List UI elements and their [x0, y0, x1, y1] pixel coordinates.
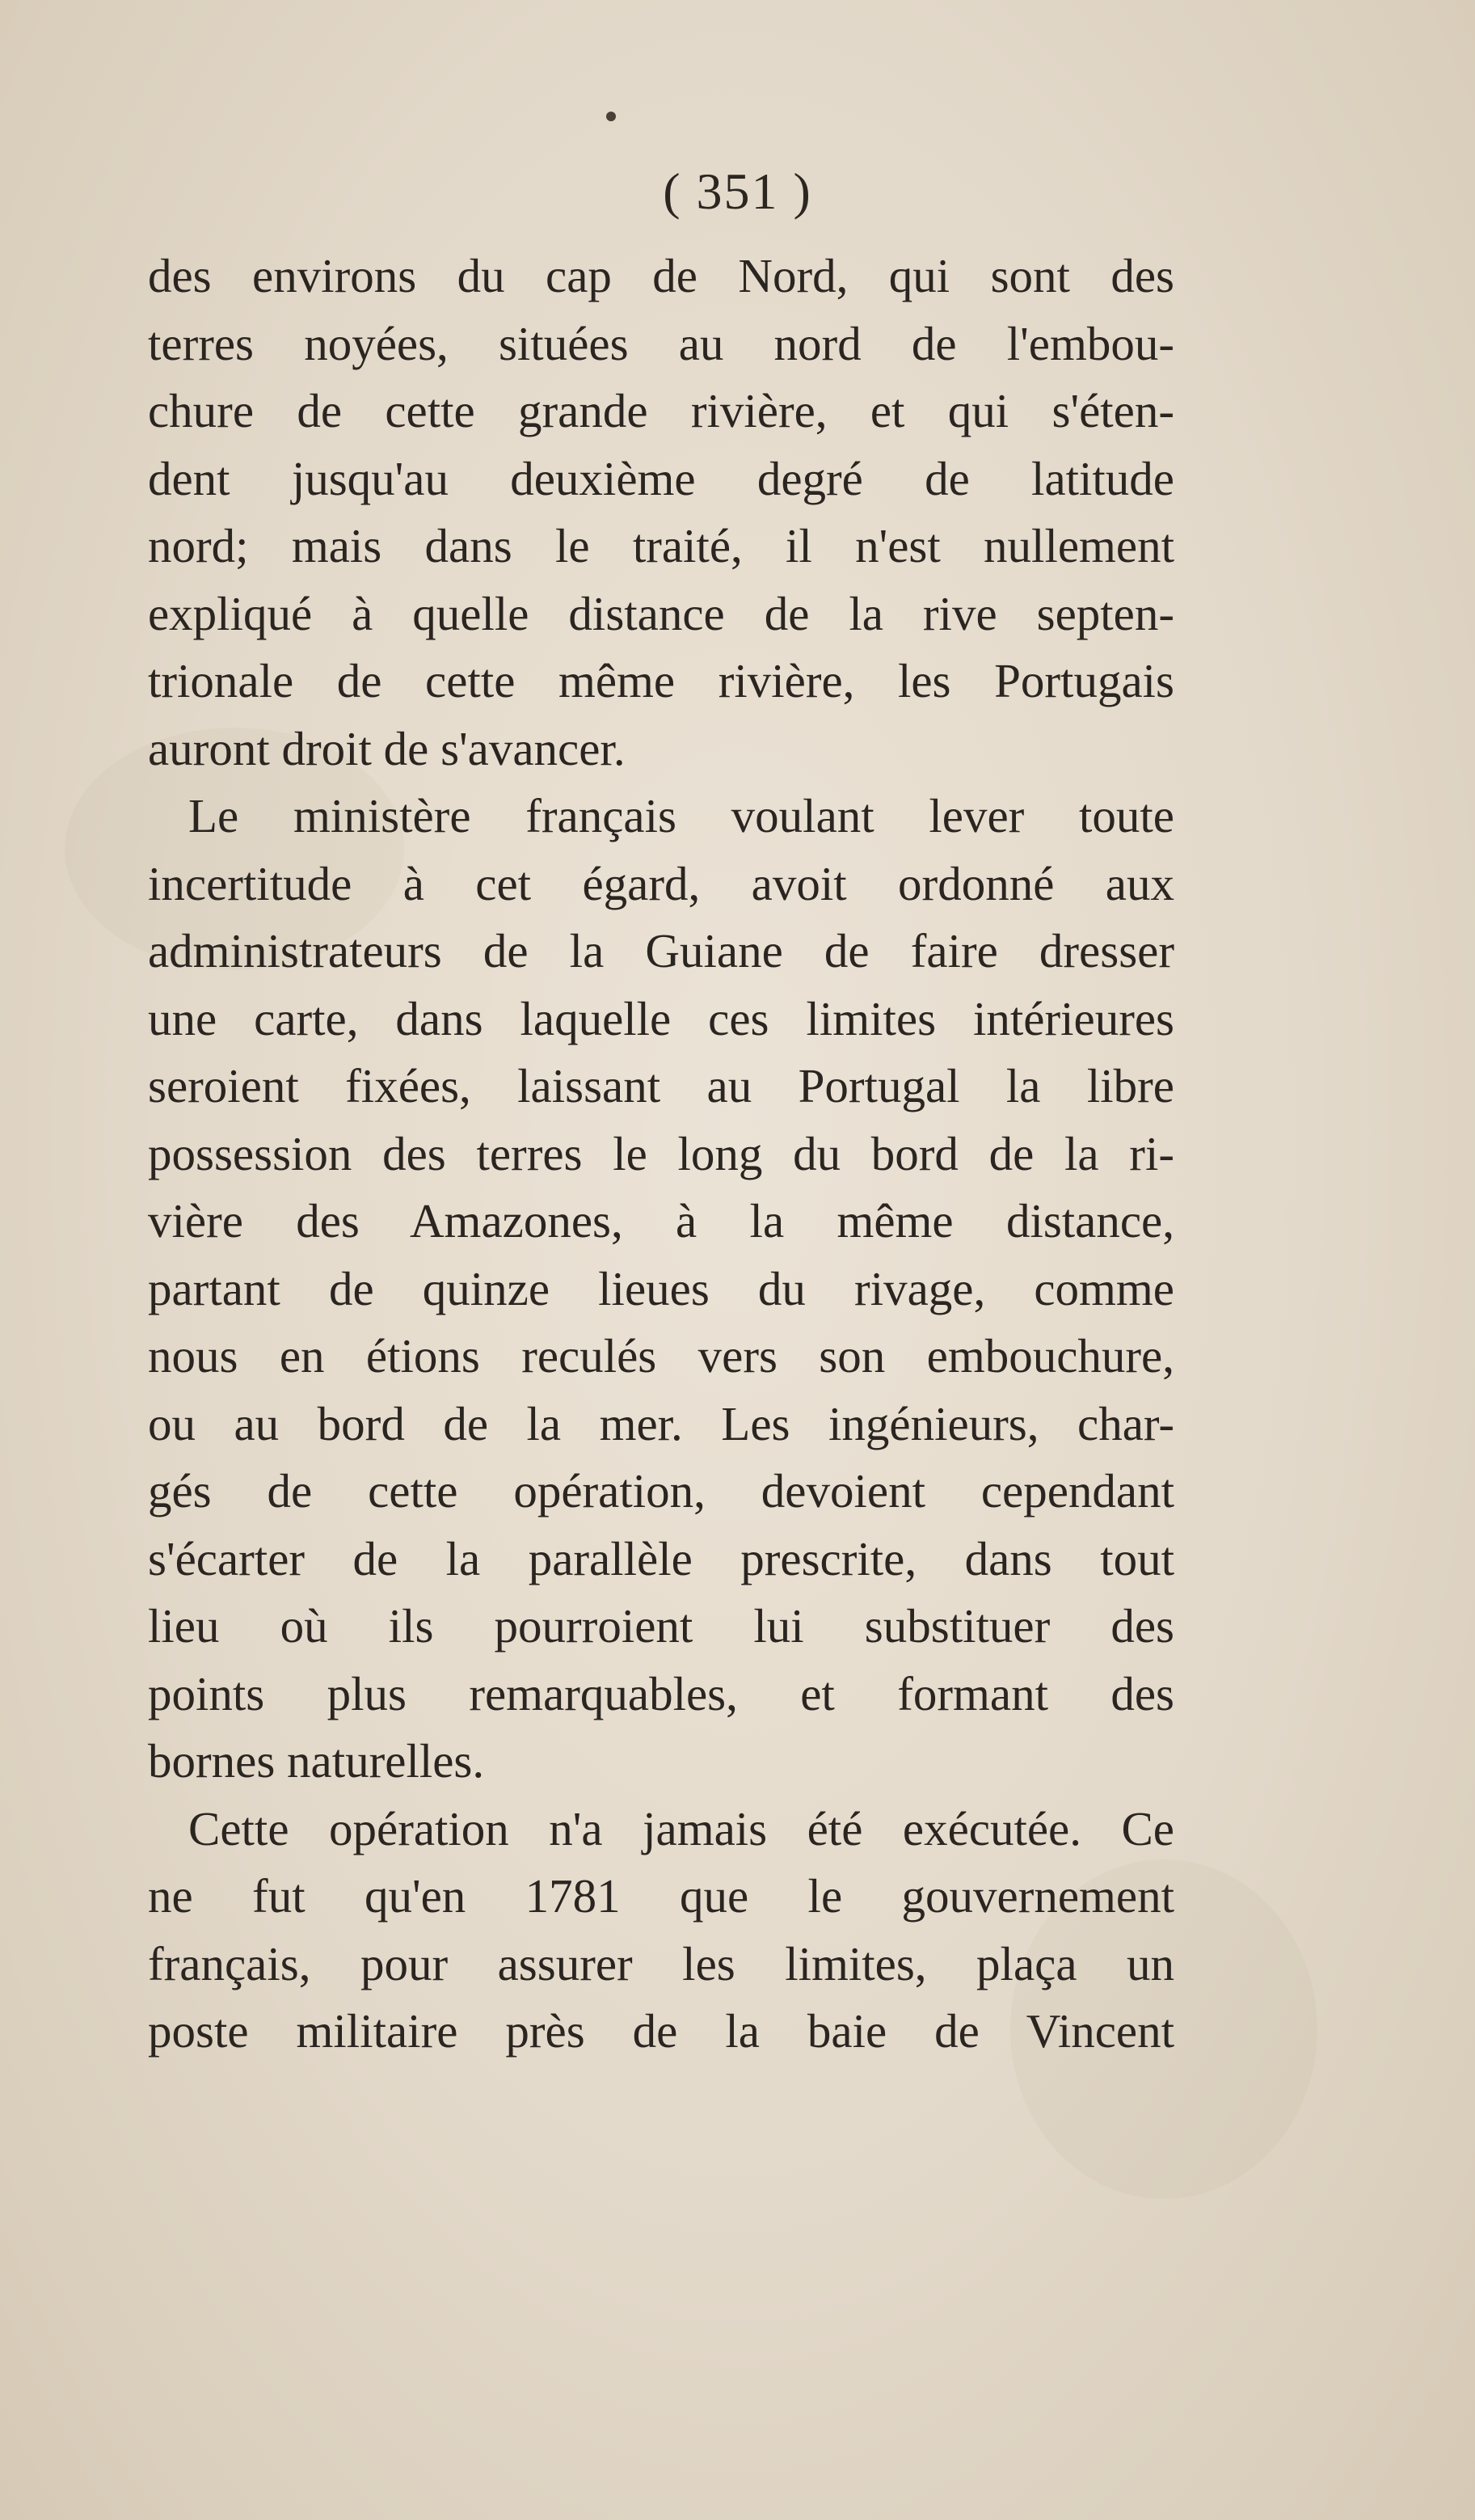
text-line: vière des Amazones, à la même distance,	[148, 1194, 1174, 1247]
text-line: seroient fixées, laissant au Portugal la libre	[148, 1059, 1174, 1112]
text-line: français, pour assurer les limites, plaça un	[148, 1936, 1174, 1990]
text-line: une carte, dans laquelle ces limites intérieures	[148, 991, 1174, 1045]
text-line: nord; mais dans le traité, il n'est nullement	[148, 519, 1174, 572]
page-number: ( 351 )	[663, 163, 812, 220]
text-line: partant de quinze lieues du rivage, comme	[148, 1261, 1174, 1315]
text-line: ou au bord de la mer. Les ingénieurs, char-	[148, 1396, 1174, 1450]
text-line: Le ministère français voulant lever toute	[188, 789, 1174, 842]
text-line: ne fut qu'en 1781 que le gouvernement	[148, 1869, 1174, 1923]
text-line: bornes naturelles.	[148, 1734, 485, 1788]
text-line: gés de cette opération, devoient cependant	[148, 1464, 1174, 1517]
ink-spot	[606, 112, 616, 121]
text-line: terres noyées, situées au nord de l'embou-	[148, 316, 1174, 370]
text-line: des environs du cap de Nord, qui sont des	[148, 249, 1174, 302]
text-line: lieu où ils pourroient lui substituer des	[148, 1599, 1174, 1653]
text-line: points plus remarquables, et formant des	[148, 1666, 1174, 1720]
text-line: nous en étions reculés vers son embouchure,	[148, 1329, 1174, 1382]
text-line: poste militaire près de la baie de Vincent	[148, 2004, 1174, 2058]
text-line: trionale de cette même rivière, les Portugais	[148, 654, 1174, 707]
text-line: expliqué à quelle distance de la rive septen-	[148, 586, 1174, 640]
text-line: Cette opération n'a jamais été exécutée. Ce	[188, 1801, 1174, 1855]
text-line: auront droit de s'avancer.	[148, 721, 626, 775]
text-line: administrateurs de la Guiane de faire dresser	[148, 924, 1174, 977]
text-line: incertitude à cet égard, avoit ordonné aux	[148, 856, 1174, 910]
text-line: s'écarter de la parallèle prescrite, dans tout	[148, 1531, 1174, 1585]
text-line: possession des terres le long du bord de la ri-	[148, 1126, 1174, 1180]
body-text	[148, 243, 1174, 2066]
text-line: dent jusqu'au deuxième degré de latitude	[148, 451, 1174, 505]
text-line: chure de cette grande rivière, et qui s'éten-	[148, 384, 1174, 437]
